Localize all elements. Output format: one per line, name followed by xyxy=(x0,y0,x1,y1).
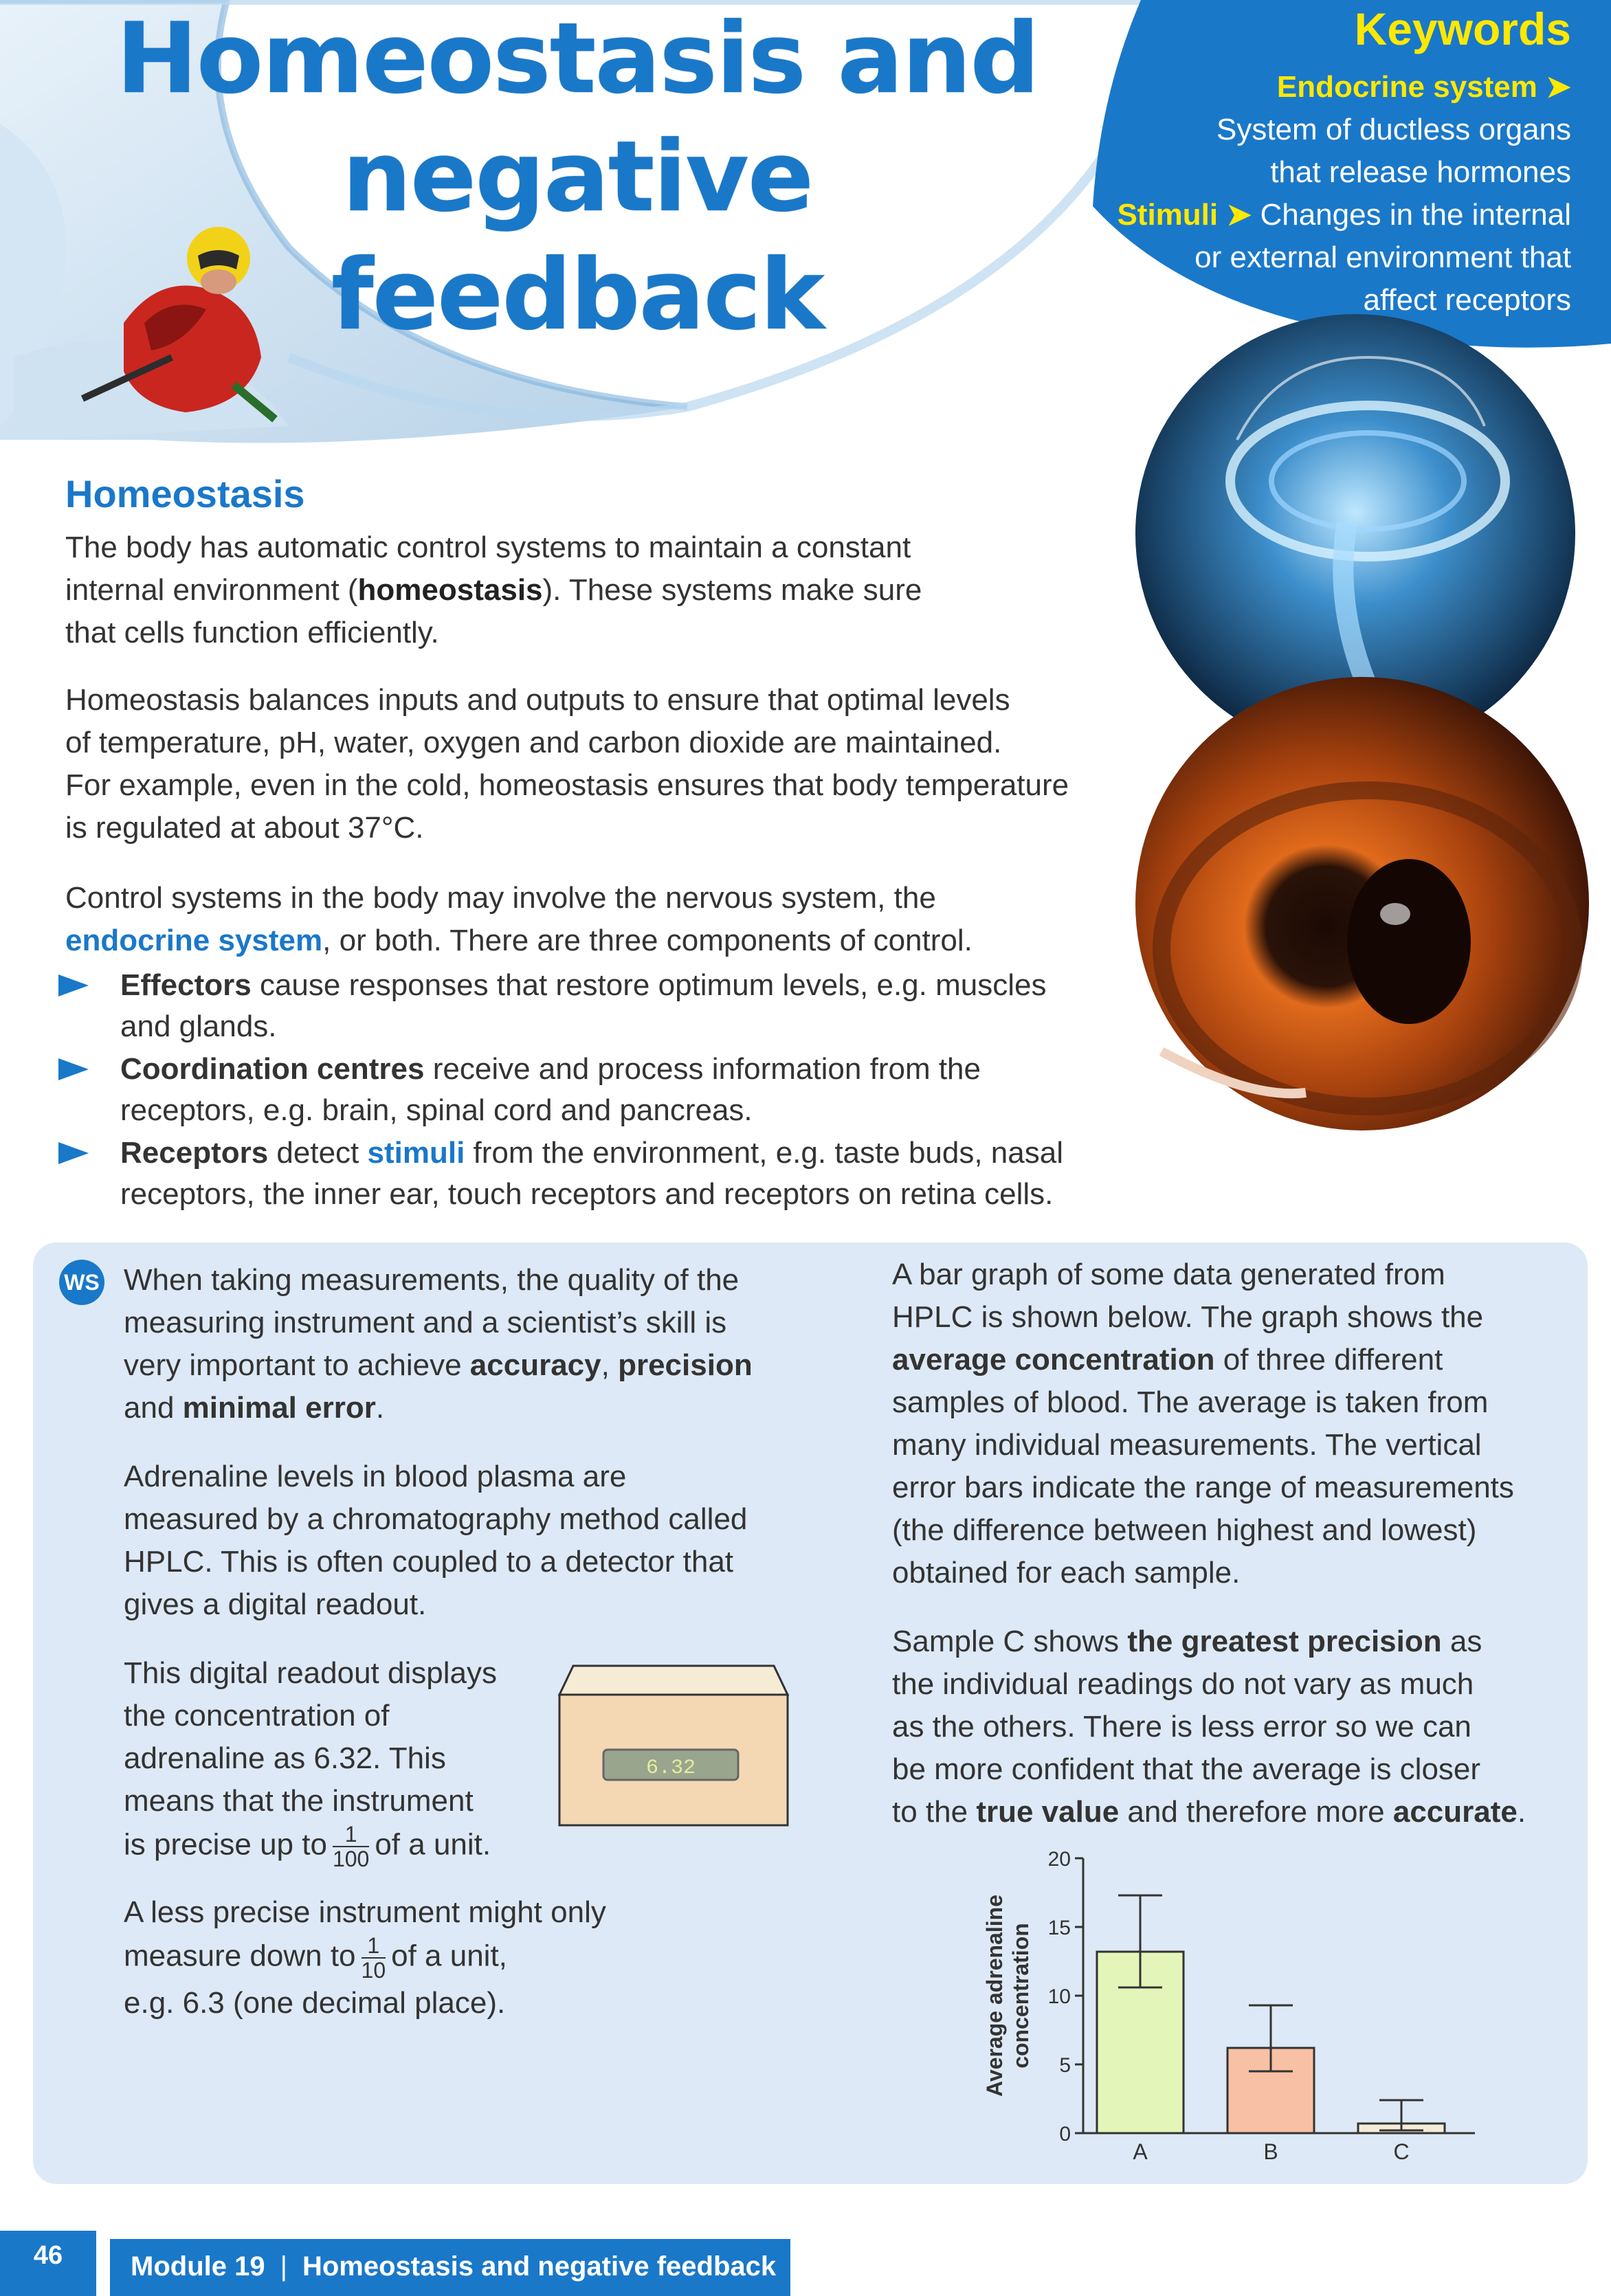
x-tick-label-C: C xyxy=(1393,2139,1410,2164)
keyword-def-endocrine-1: System of ductless organs xyxy=(1216,113,1571,146)
keyword-def-stimuli-3: affect receptors xyxy=(1363,283,1571,317)
ws-paragraph-1: When taking measurements, the quality of the measuring instrument and a scientist’s skill is very important to achieve accuracy, precision and minimal error. xyxy=(124,1263,753,1425)
ws-right-paragraph-2: Sample C shows the greatest precision as the individual readings do not vary as much as the others. There is less error so we can be more confident that the average is closer to the true value and therefore more accurate. xyxy=(892,1625,1526,1829)
device-top xyxy=(559,1666,788,1695)
y-tick-label: 10 xyxy=(1047,1985,1071,2008)
ws-right-paragraph-1: A bar graph of some data generated from HPLC is shown below. The graph shows the average concentration of three different samples of blood. The average is taken from many individual measurements. The vertical error bars indicate the range of measurements (the difference between highest and lowest) obtained for each sample. xyxy=(892,1258,1514,1590)
footer-title: Homeostasis and negative feedback xyxy=(302,2251,777,2282)
keyword-def-endocrine-2: that release hormones xyxy=(1270,155,1571,189)
y-axis-label-line-2: concentration xyxy=(1008,1923,1033,2069)
y-tick-label: 5 xyxy=(1059,2054,1071,2077)
paragraph-1: The body has automatic control systems to maintain a constant internal environment (homeostasis). These systems make sure that cells function efficiently. xyxy=(65,531,922,649)
title-line-2: negative feedback xyxy=(331,120,824,352)
ws-paragraph-4: A less precise instrument might only measure down to $\frac{1}{10}$ of a unit, e.g. 6.3 (one decimal place). xyxy=(124,1895,606,2020)
footer-module: Module 19 xyxy=(131,2251,265,2282)
keyword-stimuli: Stimuli ➤ Changes in the internal xyxy=(1117,198,1571,232)
bullet-arrow-icon xyxy=(58,974,89,996)
paragraph-2: Homeostasis balances inputs and outputs to ensure that optimal levels of temperature, pH, water, oxygen and carbon dioxide are maintained. For example, even in the cold, homeostasis ensures that body temperature is regulated at about 37°C. xyxy=(65,683,1069,845)
fraction-one-hundredth: $\frac{1}{100}$ xyxy=(332,1822,370,1871)
page-title xyxy=(103,0,1052,355)
paragraph-3: Control systems in the body may involve the nervous system, the endocrine system, or both. There are three components of control. xyxy=(65,881,973,957)
title-line-1: Homeostasis and xyxy=(115,2,1039,115)
keyword-link-endocrine: endocrine system xyxy=(65,924,323,957)
section-heading-homeostasis: Homeostasis xyxy=(65,472,305,515)
keyword-def-stimuli-2: or external environment that xyxy=(1195,241,1571,274)
eye-photo xyxy=(1135,677,1589,1130)
footer-module-bar xyxy=(110,2239,790,2296)
arrow-icon: ➤ xyxy=(1226,198,1252,232)
footer-separator: | xyxy=(280,2251,287,2282)
y-axis-label-line-1: Average adrenaline xyxy=(982,1894,1007,2097)
y-tick-label: 0 xyxy=(1059,2123,1071,2145)
y-tick-label: 15 xyxy=(1047,1917,1071,1939)
ws-badge-icon: WS xyxy=(59,1260,104,1305)
digital-readout-device xyxy=(550,1662,797,1834)
fraction-one-tenth: $\frac{1}{10}$ xyxy=(361,1933,386,1983)
keyword-term-endocrine: Endocrine system ➤ xyxy=(1276,70,1571,104)
x-tick-label-A: A xyxy=(1133,2139,1148,2164)
arrow-icon: ➤ xyxy=(1546,70,1571,104)
keyword-link-stimuli: stimuli xyxy=(367,1136,465,1170)
keywords-heading: Keywords xyxy=(1354,3,1571,54)
page-number: 46 xyxy=(0,2231,96,2296)
bullet-arrow-icon xyxy=(58,1058,89,1080)
ws-paragraph-3: This digital readout displays the concentration of adrenaline as 6.32. This means that the instrument is precise up to $\frac{1}{100}$ of a unit. xyxy=(124,1656,497,1871)
adrenaline-bar-chart xyxy=(962,1842,1498,2172)
display-value: 6.32 xyxy=(645,1757,696,1780)
y-tick-label: 20 xyxy=(1047,1848,1071,1871)
ws-paragraph-2: Adrenaline levels in blood plasma are measured by a chromatography method called HPLC. This is often coupled to a detector that gives a digital readout. xyxy=(124,1460,748,1621)
x-tick-label-B: B xyxy=(1263,2139,1278,2164)
bullet-arrow-icon xyxy=(58,1142,89,1164)
